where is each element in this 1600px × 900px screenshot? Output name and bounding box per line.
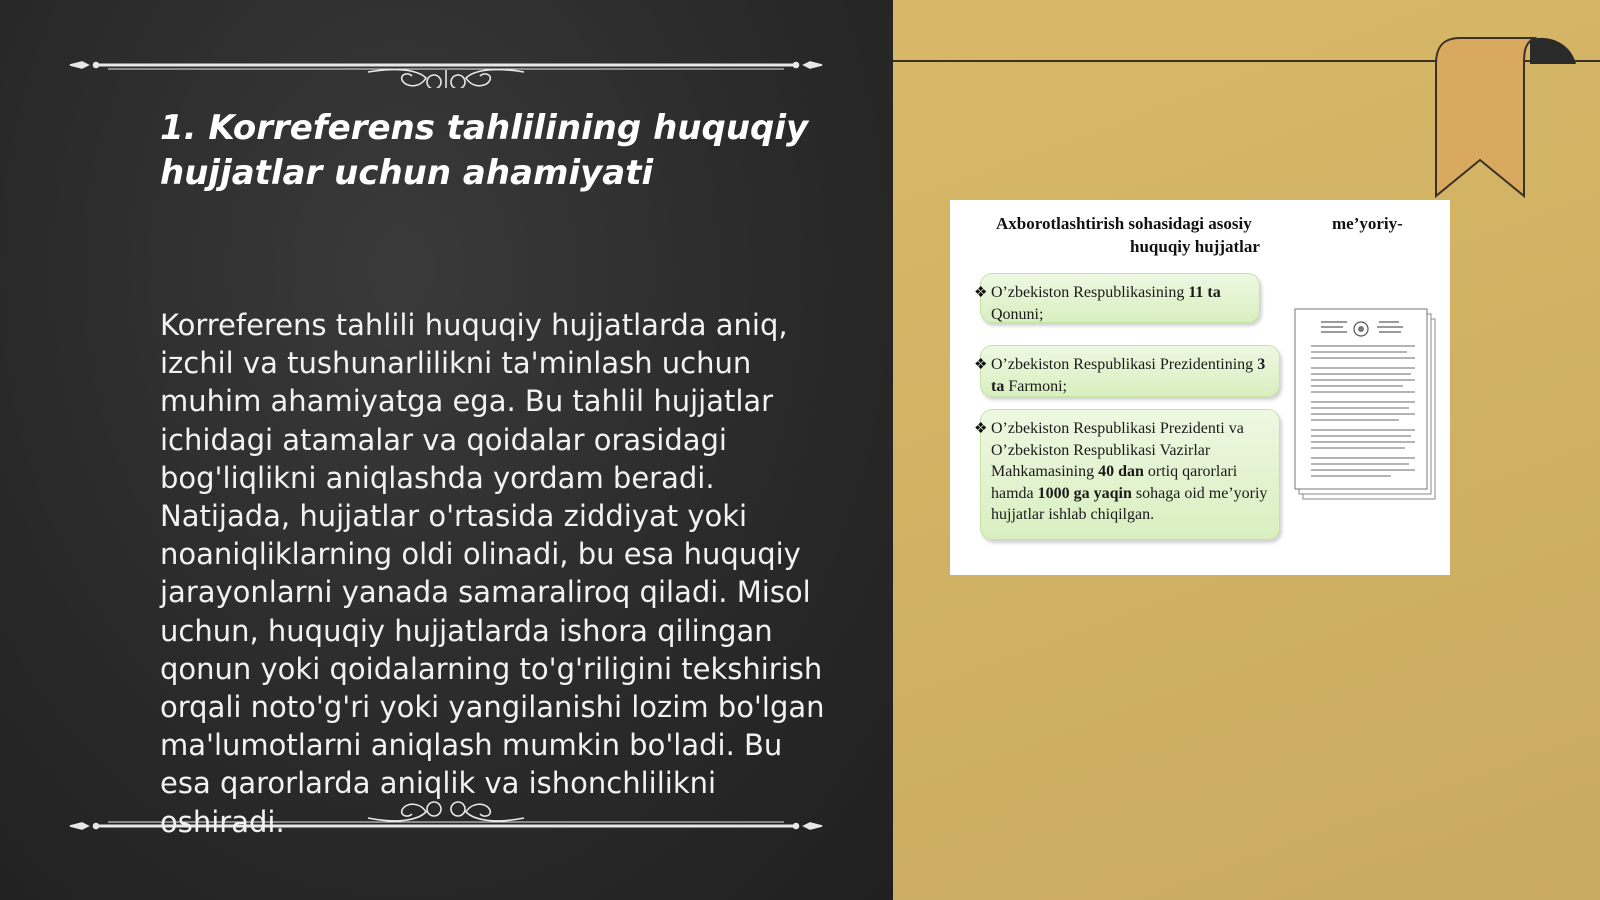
image-heading-line2: huquqiy hujjatlar <box>1130 237 1260 256</box>
diamond-bullet-icon: ❖ <box>974 285 988 301</box>
list-item-text-post: sohaga oid me’yoriy hujjatlar ishlab chiqilgan. <box>991 484 1268 523</box>
bookmark-ribbon-icon <box>1434 34 1580 200</box>
list-item-text-bold: 11 ta <box>1188 284 1221 301</box>
list-item <box>974 345 1280 397</box>
list-item-text-bold: 3 ta <box>991 356 1266 395</box>
image-heading-part2: me’yoriy- <box>1332 214 1403 233</box>
list-item-text-pre: O’zbekiston Respublikasi Prezidenti va O’zbekiston Respublikasi Vazirlar Mahkamasining <box>991 420 1244 480</box>
list-item-text-bold: 40 dan <box>1098 463 1144 480</box>
document-thumbnail-icon <box>1293 305 1439 501</box>
list-item-text-bold2: 1000 ga yaqin <box>1037 484 1132 502</box>
list-item-text-pre: O’zbekiston Respublikasining <box>991 284 1189 301</box>
list-item-text-post: Farmoni; <box>1004 377 1067 395</box>
list-item-text-post: Qonuni; <box>991 305 1044 323</box>
slide-title: 1. Korreferens tahlilining huquqiy hujjatlar uchun ahamiyati <box>160 108 809 193</box>
diamond-bullet-icon: ❖ <box>974 357 988 373</box>
diamond-bullet-icon: ❖ <box>974 421 988 437</box>
list-item-text-pre: O’zbekiston Respublikasi Prezidentining <box>991 356 1258 373</box>
legal-documents-image <box>950 200 1450 575</box>
image-heading-part1: Axborotlashtirish sohasidagi asosiy <box>996 214 1252 233</box>
list-item <box>974 273 1260 323</box>
list-item-text-mid: ortiq qarorlari hamda <box>991 463 1238 502</box>
list-item <box>974 409 1280 540</box>
slide-body-text: Korreferens tahlili huquqiy hujjatlarda aniq, izchil va tushunarlilikni ta'minlash uchun muhim ahamiyatga ega. Bu tahlil hujjatlar ichidagi atamalar va qoidalar orasidagi bog'liqlikni aniqlashda yordam beradi. Natijada, hujjatlar o'rtasida ziddiyat yoki noaniqliklarning oldi olinadi, bu esa huquqiy jarayonlarni yanada samaraliroq qiladi. Misol uchun, huquqiy hujjatlarda ishora qilingan qonun yoki qoidalarning to'g'riligini tekshirish orqali noto'g'ri yoki yangilanishi lozim bo'lgan ma'lumotlarni aniqlash mumkin bo'ladi. Bu esa qarorlarda aniqlik va ishonchlilikni oshiradi. <box>160 308 825 839</box>
ornament-divider-top-icon <box>68 42 824 88</box>
